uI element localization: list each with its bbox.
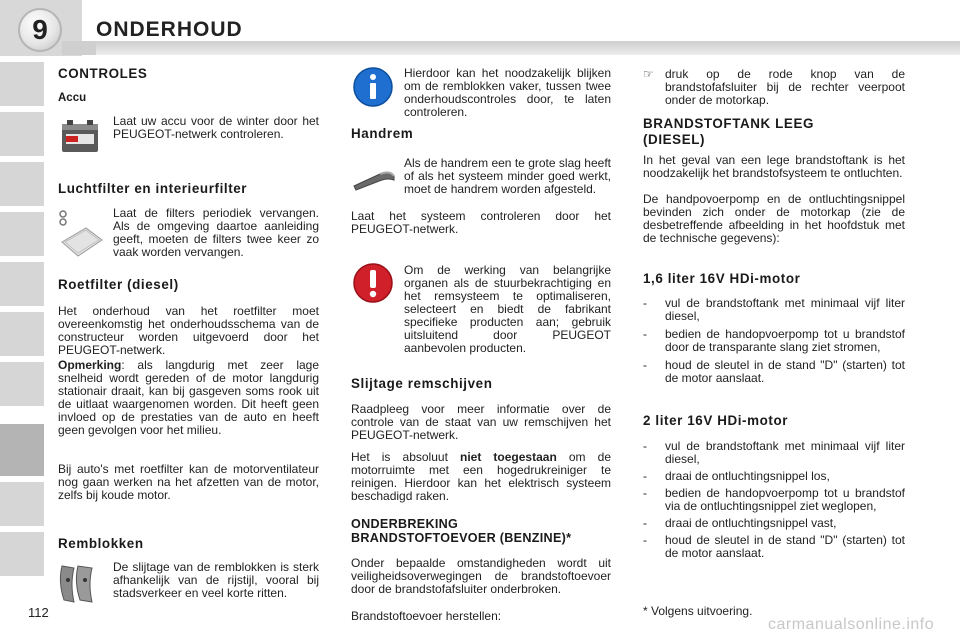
side-tab-9[interactable] bbox=[0, 482, 44, 526]
list-dash: - bbox=[643, 516, 647, 530]
footnote: * Volgens uitvoering. bbox=[643, 604, 753, 618]
brake-pads-icon bbox=[56, 560, 104, 606]
roetfilter-text-2: Bij auto's met roetfilter kan de motorventilateur nog gaan werken na het afzetten van de motor, zelfs bij koude motor. bbox=[58, 462, 319, 502]
roetfilter-text: Het onderhoud van het roetfilter moet overeenkomstig het onderhoudsschema van de constructeur worden uitgevoerd door het PEUGEOT-netwerk. bbox=[58, 304, 319, 357]
page-title: ONDERHOUD bbox=[96, 18, 243, 41]
section-title-onderbreking-1: ONDERBREKING bbox=[351, 517, 459, 531]
side-tab-7[interactable] bbox=[0, 362, 44, 406]
header-bar bbox=[96, 41, 960, 55]
side-tab-1[interactable] bbox=[0, 62, 44, 106]
slijtage-text-2-bold: niet toegestaan bbox=[460, 450, 557, 464]
tank-text: In het geval van een lege brandstoftank is het noodzakelijk het brandstofsysteem te ontluchten. bbox=[643, 153, 905, 180]
hand-pointer-icon: ☞ bbox=[643, 67, 654, 81]
handrem-text: Als de handrem een te grote slag heeft of als het systeem minder goed werkt, moet de handrem worden afgesteld. bbox=[404, 156, 611, 196]
side-tab-6[interactable] bbox=[0, 312, 44, 356]
info-text: Hierdoor kan het noodzakelijk blijken om de remblokken vaker, tussen twee onderhoudscontroles door, te laten controleren. bbox=[404, 66, 611, 119]
list-dash: - bbox=[643, 439, 647, 453]
list-item bbox=[643, 440, 905, 466]
list-dash: - bbox=[643, 358, 647, 372]
hdi-16-list bbox=[643, 297, 905, 385]
side-tab-3[interactable] bbox=[0, 162, 44, 206]
subsection-title-accu: Accu bbox=[58, 92, 87, 104]
opmerking-label: Opmerking bbox=[58, 358, 122, 372]
onderbreking-text-2: Brandstoftoevoer herstellen: bbox=[351, 609, 502, 623]
list-item-text: draai de ontluchtingsnippel vast, bbox=[665, 516, 837, 530]
section-title-hdi-2: 2 liter 16V HDi-motor bbox=[643, 413, 789, 428]
side-tab-active[interactable] bbox=[0, 424, 44, 476]
list-item-text: bedien de handopvoerpomp tot u brandstof door de transparante slang ziet stromen, bbox=[665, 327, 905, 354]
onderbreking-text: Onder bepaalde omstandigheden wordt uit veiligheidsoverwegingen de brandstoftoevoer door de brandstofafsluiter onderbroken. bbox=[351, 556, 611, 596]
handrem-text-2: Laat het systeem controleren door het PEUGEOT-netwerk. bbox=[351, 209, 611, 236]
section-title-slijtage: Slijtage remschijven bbox=[351, 376, 493, 391]
list-dash: - bbox=[643, 327, 647, 341]
section-title-controles: CONTROLES bbox=[58, 66, 148, 81]
section-title-luchtfilter: Luchtfilter en interieurfilter bbox=[58, 181, 248, 196]
luchtfilter-text: Laat de filters periodiek vervangen. Als de omgeving daartoe aanleiding geeft, moeten de filters twee keer zo vaak worden vervangen. bbox=[113, 206, 319, 259]
bullet-text: druk op de rode knop van de brandstofafsluiter bij de rechter veerpoot onder de motorkap. bbox=[665, 67, 905, 107]
section-title-onderbreking-2: BRANDSTOFTOEVOER (BENZINE)* bbox=[351, 531, 572, 545]
air-filter-icon bbox=[56, 206, 106, 262]
chapter-number-badge: 9 bbox=[18, 8, 62, 52]
opmerking-text: : als langdurig met zeer lage snelheid wordt gereden of de motor langdurig stationair draait, kan bij gasgeven soms rook uit de uitlaat waargenomen worden. Dit heeft geen invloed op de prestaties van de auto en heeft geen gevolgen voor het milieu. bbox=[58, 358, 319, 437]
page-number: 112 bbox=[28, 605, 49, 620]
side-tab-10[interactable] bbox=[0, 532, 44, 576]
list-item bbox=[643, 517, 905, 530]
list-dash: - bbox=[643, 469, 647, 483]
list-item bbox=[643, 470, 905, 483]
slijtage-text-2b: om de motorruimte met een hogedrukreiniger te reinigen. Hierdoor kan het elektrisch systeem beschadigd raken. bbox=[351, 450, 611, 503]
slijtage-paragraph-2 bbox=[351, 451, 611, 503]
footer-watermark: carmanualsonline.info bbox=[768, 616, 935, 633]
list-item-rode-knop bbox=[643, 68, 905, 107]
list-item-text: houd de sleutel in de stand "D" (starten) tot de motor aanslaat. bbox=[665, 358, 905, 385]
list-item-text: draai de ontluchtingsnippel los, bbox=[665, 469, 830, 483]
list-dash: - bbox=[643, 296, 647, 310]
opmerking-paragraph bbox=[58, 359, 319, 437]
info-icon bbox=[352, 66, 394, 108]
section-title-tank-2: (DIESEL) bbox=[643, 132, 706, 147]
list-dash: - bbox=[643, 533, 647, 547]
section-title-handrem: Handrem bbox=[351, 126, 414, 141]
side-tab-4[interactable] bbox=[0, 212, 44, 256]
list-dash: - bbox=[643, 486, 647, 500]
warning-icon bbox=[352, 262, 394, 304]
list-item bbox=[643, 328, 905, 354]
section-title-hdi-16: 1,6 liter 16V HDi-motor bbox=[643, 271, 801, 286]
side-tab-5[interactable] bbox=[0, 262, 44, 306]
handbrake-icon bbox=[350, 160, 398, 200]
slijtage-text-2a: Het is absoluut bbox=[351, 450, 460, 464]
battery-icon bbox=[56, 114, 102, 158]
section-title-roetfilter: Roetfilter (diesel) bbox=[58, 277, 179, 292]
tank-text-2: De handpovoerpomp en de ontluchtingsnippel bevinden zich onder de motorkap (zie de desbetreffende afbeelding in het hoofdstuk met de technische gegevens): bbox=[643, 192, 905, 245]
remblokken-text: De slijtage van de remblokken is sterk afhankelijk van de rijstijl, vooral bij stadsverkeer en veel korte ritten. bbox=[113, 560, 319, 600]
slijtage-text: Raadpleeg voor meer informatie over de controle van de staat van uw remschijven het PEUGEOT-netwerk. bbox=[351, 402, 611, 442]
section-title-remblokken: Remblokken bbox=[58, 536, 144, 551]
warning-text: Om de werking van belangrijke organen als de stuurbekrachtiging en het remsysteem te optimaliseren, selecteert en biedt de fabrikant specifieke producten aan; gebruik uitsluitend door PEUGEOT aanbevolen producten. bbox=[404, 263, 611, 355]
list-item-text: houd de sleutel in de stand "D" (starten) tot de motor aanslaat. bbox=[665, 533, 905, 560]
list-item-text: vul de brandstoftank met minimaal vijf liter diesel, bbox=[665, 296, 905, 323]
header-bar-extension bbox=[62, 41, 96, 55]
side-tab-2[interactable] bbox=[0, 112, 44, 156]
section-title-tank-1: BRANDSTOFTANK LEEG bbox=[643, 116, 814, 131]
list-item-text: bedien de handopvoerpomp tot u brandstof via de ontluchtingsnippel ziet weglopen, bbox=[665, 486, 905, 513]
accu-text: Laat uw accu voor de winter door het PEUGEOT-netwerk controleren. bbox=[113, 114, 319, 141]
list-item-text: vul de brandstoftank met minimaal vijf liter diesel, bbox=[665, 439, 905, 466]
list-item bbox=[643, 359, 905, 385]
list-item bbox=[643, 487, 905, 513]
list-item bbox=[643, 534, 905, 560]
hdi-2-list bbox=[643, 440, 905, 560]
list-item bbox=[643, 297, 905, 323]
